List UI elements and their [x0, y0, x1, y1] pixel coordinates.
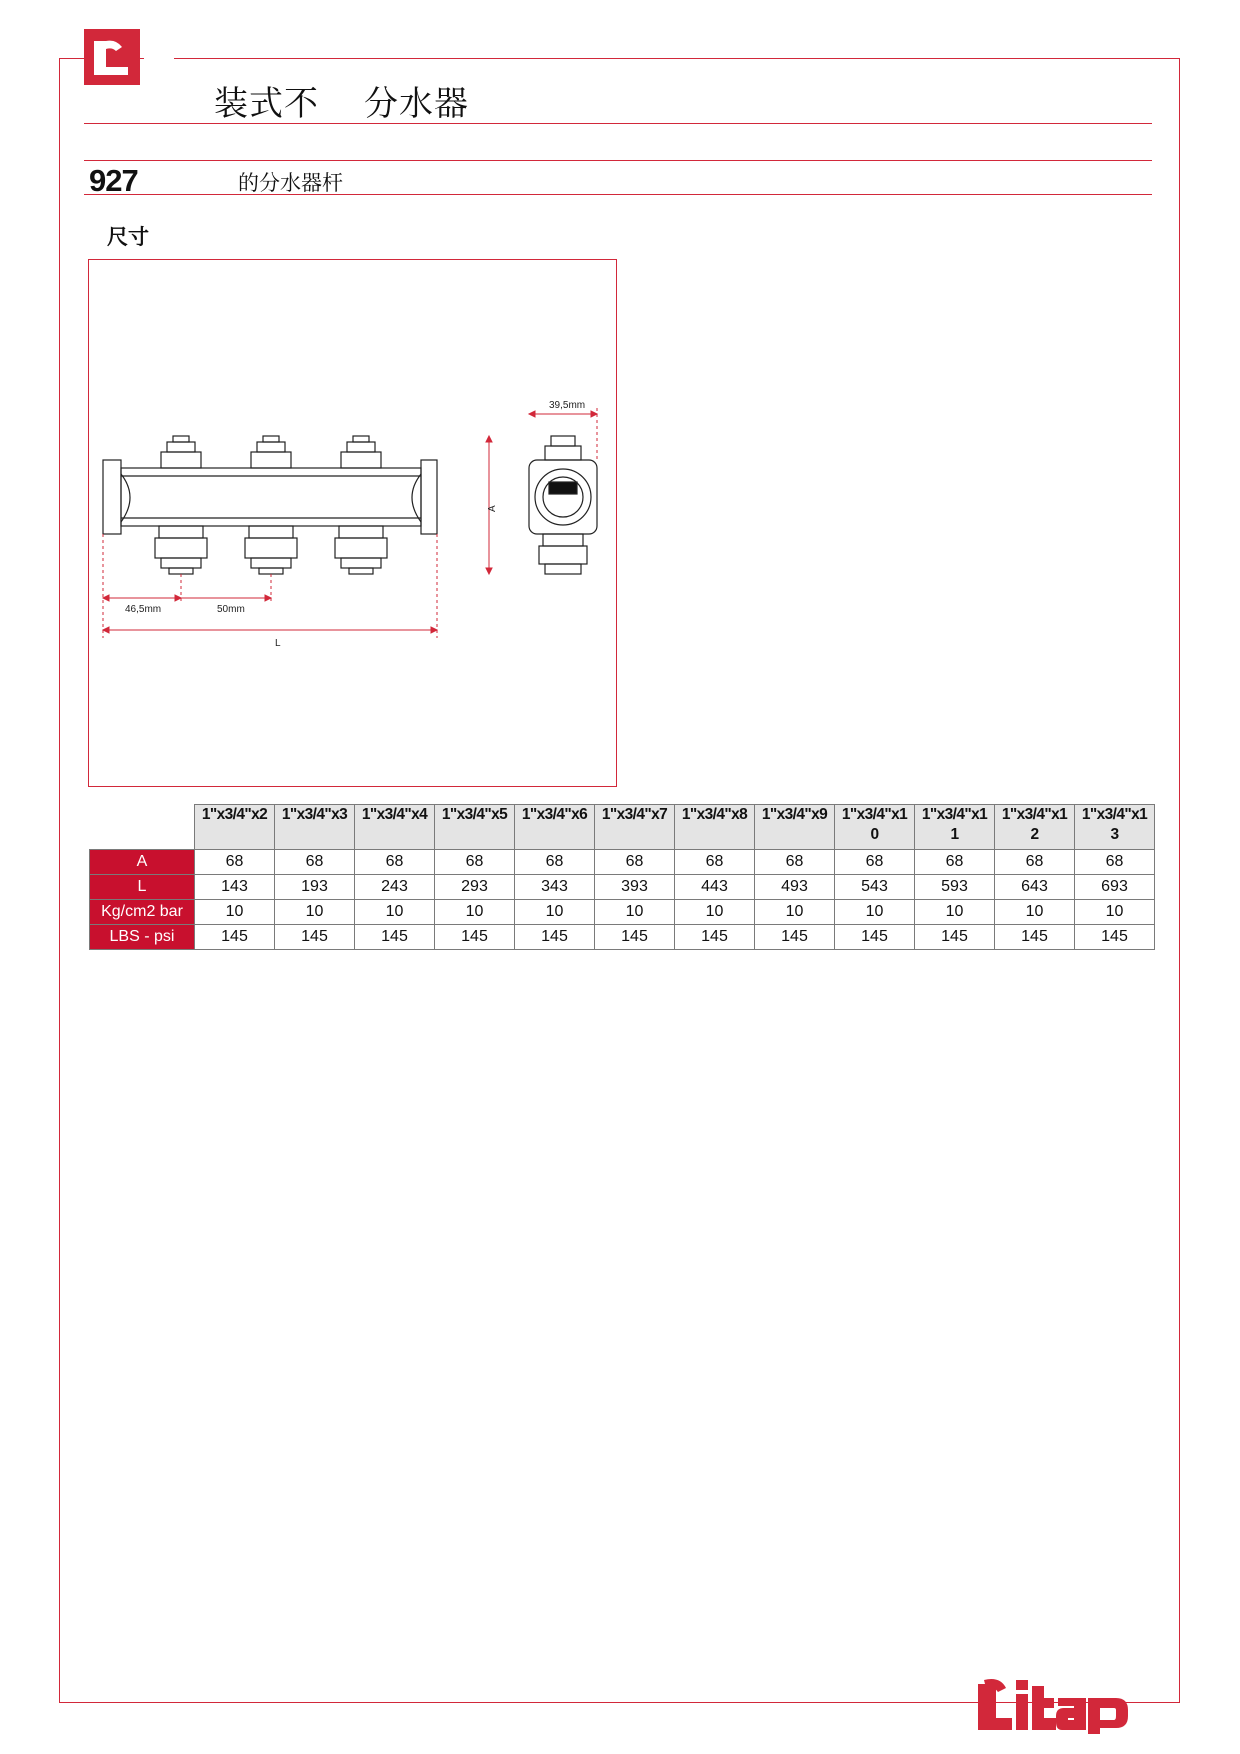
- table-cell: 145: [995, 925, 1075, 950]
- table-cell: 493: [755, 875, 835, 900]
- table-cell: 10: [435, 900, 515, 925]
- table-cell: 68: [835, 850, 915, 875]
- table-cell: 145: [595, 925, 675, 950]
- technical-drawing-box: [88, 259, 617, 787]
- table-cell: 10: [755, 900, 835, 925]
- table-cell: 68: [675, 850, 755, 875]
- table-cell: 68: [515, 850, 595, 875]
- dim-label-first-offset: 46,5mm: [125, 604, 162, 615]
- table-cell: 543: [835, 875, 915, 900]
- product-description: 的分水器杆: [238, 172, 343, 195]
- table-body: [90, 850, 1155, 950]
- table-cell: 393: [595, 875, 675, 900]
- table-cell: 10: [1075, 900, 1155, 925]
- column-header: 1"x3/4"x6: [515, 805, 595, 850]
- section-title: 尺寸: [107, 226, 149, 249]
- dim-label-height: A: [487, 505, 498, 512]
- table-cell: 10: [355, 900, 435, 925]
- column-header: 1"x3/4"x1 3: [1075, 805, 1155, 850]
- product-line-top: [84, 160, 1152, 161]
- table-cell: 68: [915, 850, 995, 875]
- table-cell: 10: [515, 900, 595, 925]
- table-row: [90, 900, 1155, 925]
- column-header: 1"x3/4"x2: [195, 805, 275, 850]
- table-cell: 143: [195, 875, 275, 900]
- column-header: 1"x3/4"x1 1: [915, 805, 995, 850]
- table-cell: 693: [1075, 875, 1155, 900]
- dim-label-spacing: 50mm: [217, 604, 245, 615]
- table-cell: 10: [595, 900, 675, 925]
- table-cell: 243: [355, 875, 435, 900]
- table-cell: 343: [515, 875, 595, 900]
- table-cell: 145: [195, 925, 275, 950]
- itap-brand-logo: [978, 1676, 1138, 1739]
- dim-label-side-width: 39,5mm: [549, 400, 586, 411]
- itap-logo-mark: [84, 29, 140, 85]
- table-cell: 145: [515, 925, 595, 950]
- table-cell: 10: [995, 900, 1075, 925]
- table-cell: 145: [755, 925, 835, 950]
- table-cell: 10: [835, 900, 915, 925]
- page-title-part2: 分水器: [364, 85, 469, 123]
- table-cell: 10: [915, 900, 995, 925]
- table-cell: 68: [1075, 850, 1155, 875]
- table-cell: 145: [835, 925, 915, 950]
- table-cell: 68: [355, 850, 435, 875]
- table-cell: 293: [435, 875, 515, 900]
- column-header: 1"x3/4"x8: [675, 805, 755, 850]
- table-cell: 68: [275, 850, 355, 875]
- table-row: [90, 875, 1155, 900]
- table-corner-cell: [90, 805, 195, 850]
- table-cell: 10: [675, 900, 755, 925]
- table-cell: 193: [275, 875, 355, 900]
- table-cell: 10: [195, 900, 275, 925]
- table-cell: 145: [915, 925, 995, 950]
- column-header: 1"x3/4"x1 2: [995, 805, 1075, 850]
- column-header: 1"x3/4"x7: [595, 805, 675, 850]
- manifold-drawing: [89, 260, 616, 786]
- table-row: [90, 925, 1155, 950]
- table-cell: 593: [915, 875, 995, 900]
- table-cell: 68: [435, 850, 515, 875]
- table-row: [90, 850, 1155, 875]
- column-header: 1"x3/4"x5: [435, 805, 515, 850]
- table-cell: 68: [755, 850, 835, 875]
- header-line-top: [144, 58, 174, 59]
- table-cell: 443: [675, 875, 755, 900]
- table-cell: 68: [595, 850, 675, 875]
- row-label: LBS - psi: [90, 925, 195, 950]
- table-header-row: [90, 805, 1155, 850]
- column-header: 1"x3/4"x9: [755, 805, 835, 850]
- table-cell: 145: [355, 925, 435, 950]
- column-header: 1"x3/4"x3: [275, 805, 355, 850]
- product-code: 927: [89, 163, 138, 198]
- row-label: A: [90, 850, 195, 875]
- column-header: 1"x3/4"x4: [355, 805, 435, 850]
- column-header: 1"x3/4"x1 0: [835, 805, 915, 850]
- table-cell: 145: [435, 925, 515, 950]
- table-cell: 643: [995, 875, 1075, 900]
- page-title-part1: 装式不: [214, 85, 319, 123]
- dimensions-table: [89, 804, 1155, 950]
- table-cell: 10: [275, 900, 355, 925]
- row-label: Kg/cm2 bar: [90, 900, 195, 925]
- dim-label-length: L: [275, 638, 281, 649]
- row-label: L: [90, 875, 195, 900]
- table-cell: 68: [195, 850, 275, 875]
- table-cell: 145: [675, 925, 755, 950]
- table-cell: 68: [995, 850, 1075, 875]
- table-cell: 145: [1075, 925, 1155, 950]
- table-cell: 145: [275, 925, 355, 950]
